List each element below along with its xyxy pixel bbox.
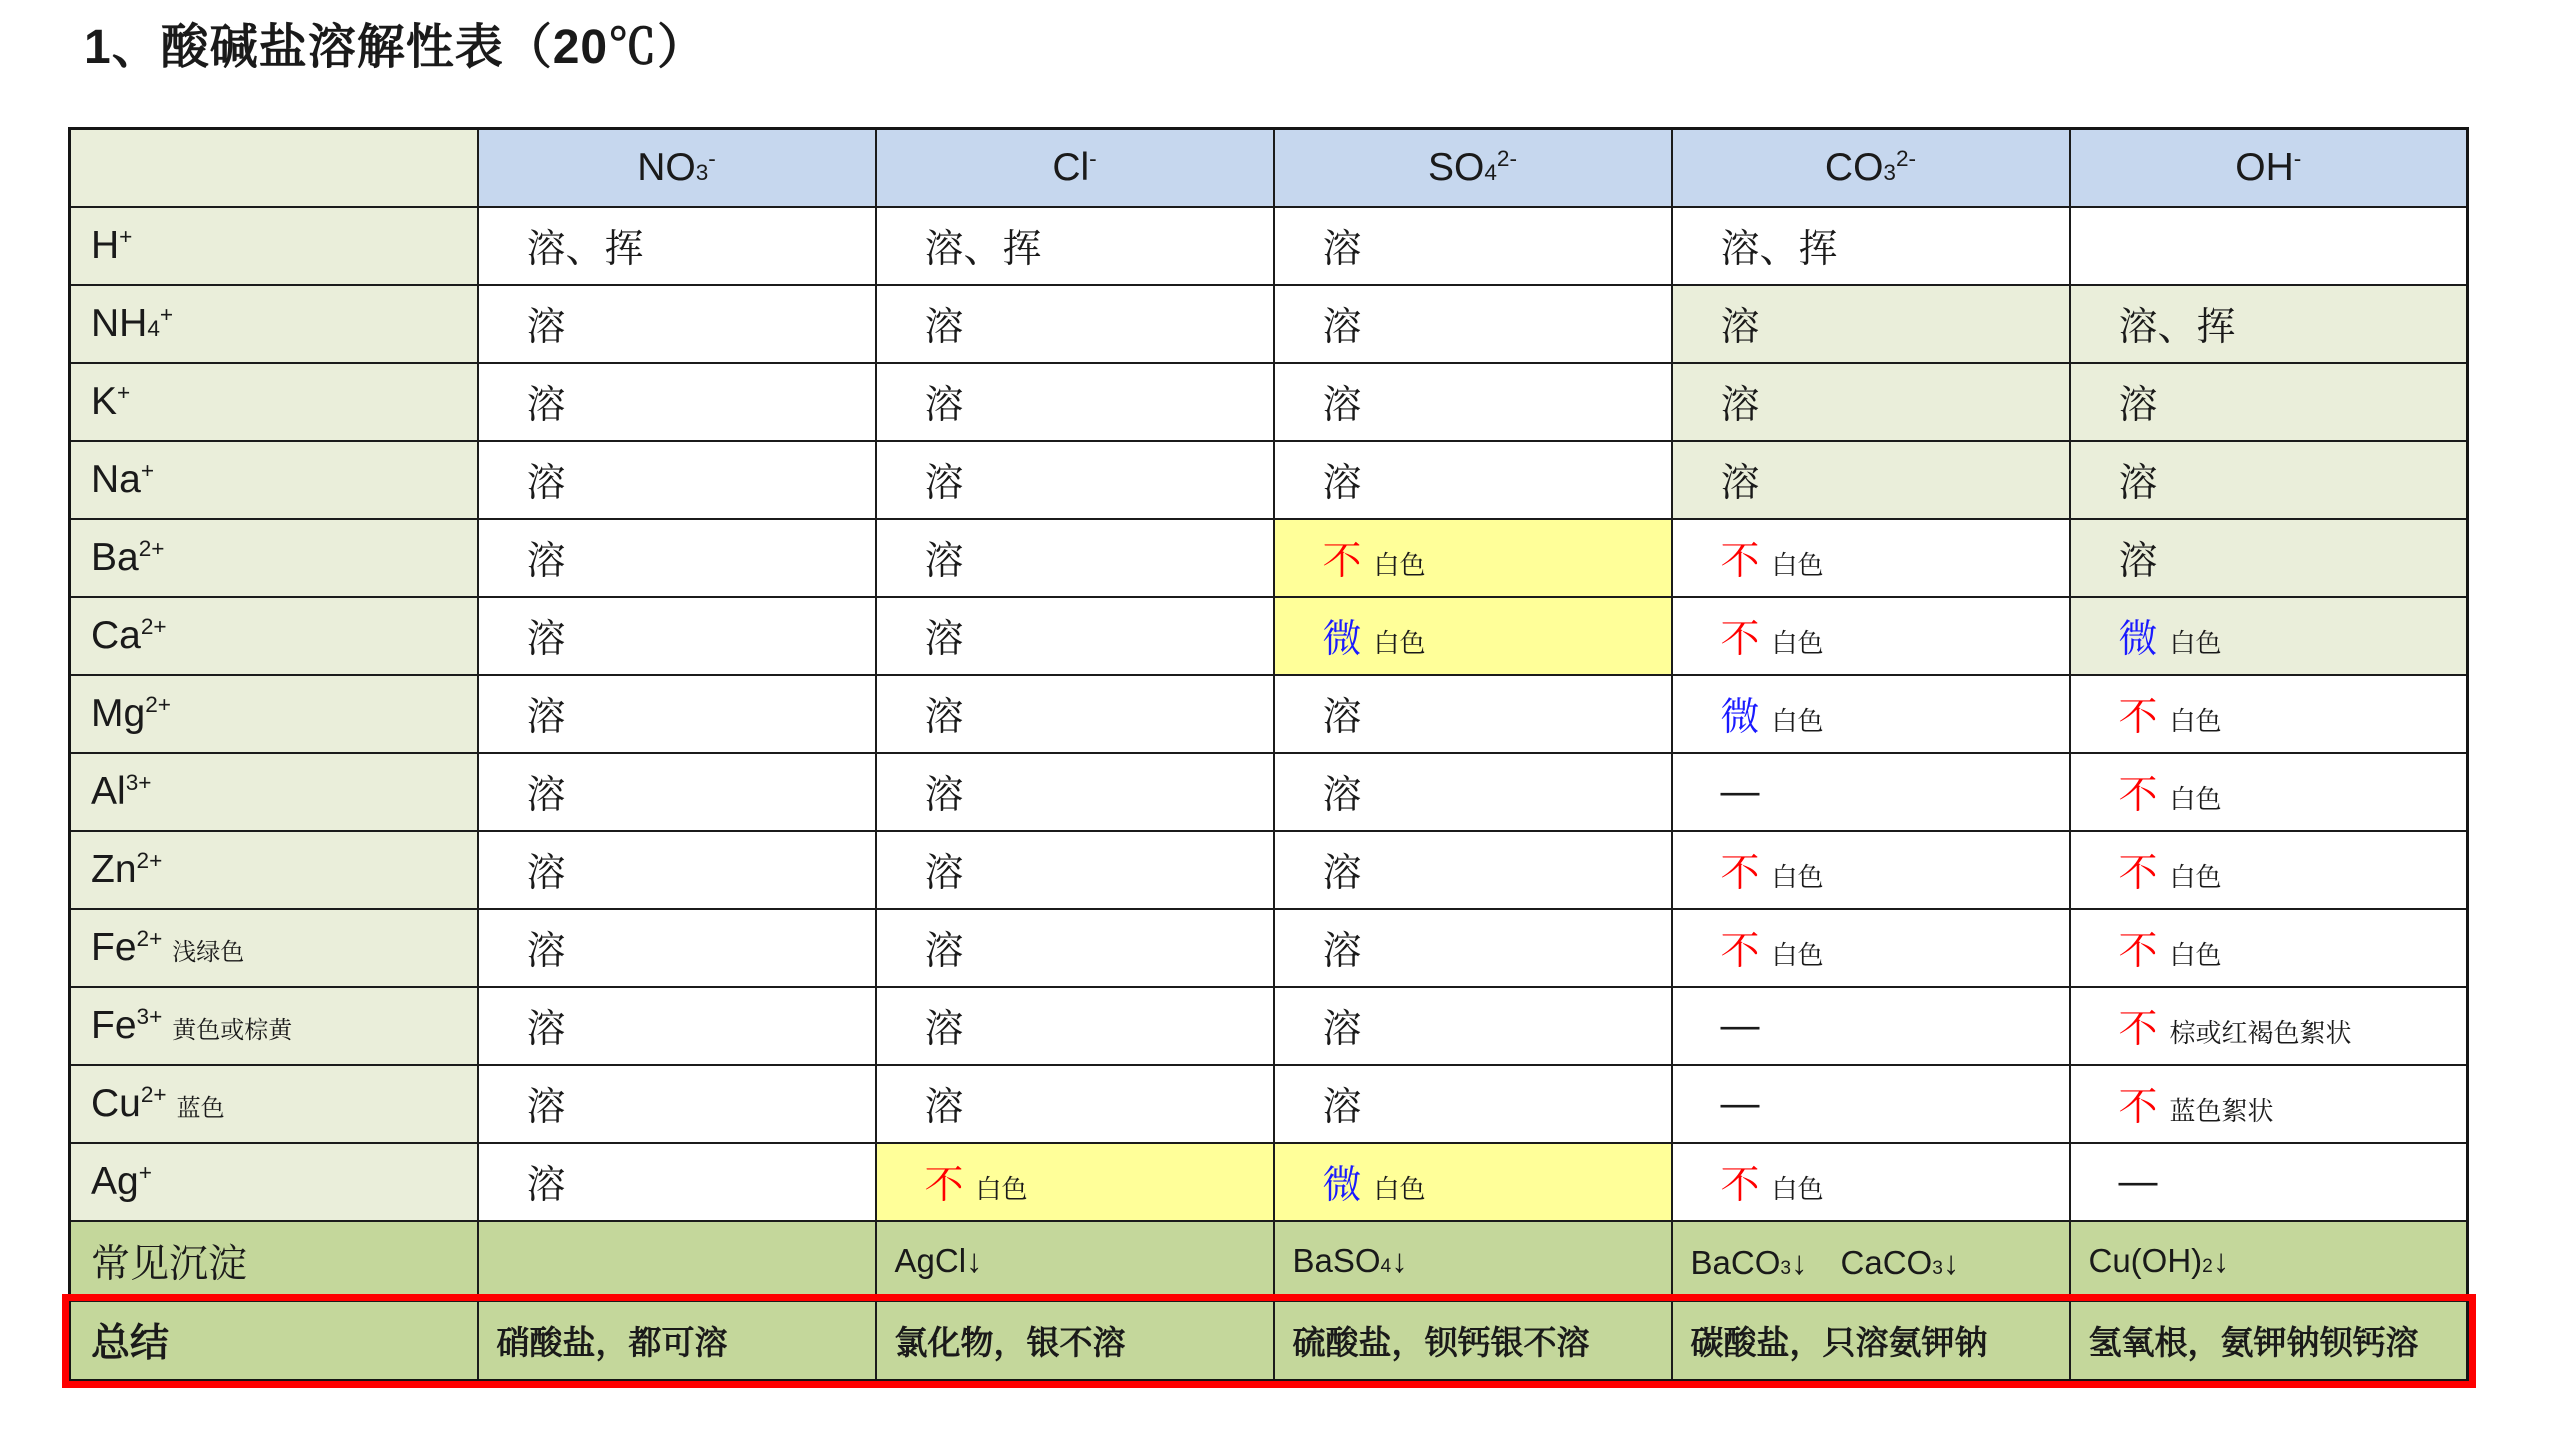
- solubility-value: AgCl↓: [894, 1241, 983, 1279]
- precipitate-color-note: 白色: [1771, 939, 1824, 970]
- ion-color-note: 黄色或棕黄: [172, 1016, 293, 1044]
- table-row: [70, 1221, 2468, 1301]
- table-cell: [478, 597, 876, 675]
- table-cell: [876, 441, 1274, 519]
- ion-label: $Ca^{2+}$: [91, 613, 167, 657]
- solubility-value: 溶: [1720, 383, 1760, 427]
- solubility-value: 溶: [526, 1085, 566, 1129]
- table-cell: [1274, 1065, 1672, 1143]
- solubility-value: 不: [1720, 539, 1760, 583]
- solubility-value: 溶: [1720, 461, 1760, 505]
- row-label: [70, 441, 478, 519]
- solubility-value: 溶、挥: [924, 227, 1042, 271]
- table-row: [70, 441, 2468, 519]
- table-cell: [1274, 1301, 1672, 1381]
- table-cell: [876, 753, 1274, 831]
- precipitate-color-note: 白色: [1373, 549, 1426, 580]
- solubility-value: 溶: [1322, 851, 1362, 895]
- table-cell: [2070, 363, 2468, 441]
- ion-label: 总结: [91, 1322, 170, 1366]
- solubility-value: 溶: [2118, 383, 2158, 427]
- precipitate-color-note: 白色: [2169, 939, 2222, 970]
- ion-label: $NH_4^+$: [91, 301, 174, 345]
- ion-label: $Fe^{3+}$: [91, 1003, 163, 1047]
- solubility-value: 溶: [526, 929, 566, 973]
- table-cell: [2070, 831, 2468, 909]
- precipitate-color-note: 白色: [1771, 627, 1824, 658]
- table-cell: [1672, 597, 2070, 675]
- solubility-value: 溶: [526, 695, 566, 739]
- table-cell: [2070, 909, 2468, 987]
- table-body: [70, 207, 2468, 1381]
- row-label: [70, 207, 478, 285]
- ion-label: $Cu^{2+}$: [91, 1081, 167, 1125]
- table-cell: [1672, 831, 2070, 909]
- table-cell: [1274, 597, 1672, 675]
- table-cell: [1672, 285, 2070, 363]
- row-label: [70, 753, 478, 831]
- table-cell: [876, 519, 1274, 597]
- row-label: [70, 363, 478, 441]
- row-label: [70, 285, 478, 363]
- solubility-value: 溶: [1322, 773, 1362, 817]
- solubility-value: 溶: [1322, 305, 1362, 349]
- row-label: [70, 1143, 478, 1221]
- table-cell: [1672, 363, 2070, 441]
- table-cell: [2070, 597, 2468, 675]
- table-cell: [2070, 1221, 2468, 1301]
- solubility-value: 不: [2118, 929, 2158, 973]
- solubility-value: 碳酸盐，只溶氨钾钠: [1690, 1323, 1988, 1361]
- solubility-value: 微: [1720, 695, 1760, 739]
- solubility-value: 微: [2118, 617, 2158, 661]
- table-row: [70, 1143, 2468, 1221]
- page-title: 1、酸碱盐溶解性表（20℃）: [84, 21, 707, 74]
- row-label: [70, 1301, 478, 1381]
- precipitate-color-note: 白色: [2169, 627, 2222, 658]
- row-label: [70, 831, 478, 909]
- table-cell: [2070, 1143, 2468, 1221]
- precipitate-color-note: 白色: [975, 1173, 1028, 1204]
- solubility-value: 不: [1720, 617, 1760, 661]
- solubility-value: 氯化物，银不溶: [894, 1323, 1126, 1361]
- table-cell: [478, 519, 876, 597]
- table-cell: [1274, 519, 1672, 597]
- solubility-value: 溶: [1322, 461, 1362, 505]
- table-cell: [876, 207, 1274, 285]
- row-label: [70, 597, 478, 675]
- table-cell: [478, 1221, 876, 1301]
- solubility-value: 溶: [526, 1163, 566, 1207]
- solubility-value: 不: [1720, 929, 1760, 973]
- table-cell: [876, 1065, 1274, 1143]
- row-label: [70, 519, 478, 597]
- solubility-value: 溶: [924, 383, 964, 427]
- solubility-value: 硫酸盐，钡钙银不溶: [1292, 1323, 1590, 1361]
- solubility-value: 溶: [2118, 461, 2158, 505]
- precipitate-color-note: 白色: [1771, 1173, 1824, 1204]
- table-cell: [478, 675, 876, 753]
- table-cell: [1672, 753, 2070, 831]
- precipitate-color-note: 白色: [1771, 861, 1824, 892]
- solubility-value: BaSO$_4$↓: [1292, 1241, 1408, 1279]
- precipitate-color-note: 白色: [1771, 549, 1824, 580]
- table-row: [70, 675, 2468, 753]
- table-cell: [2070, 519, 2468, 597]
- solubility-value: 微: [1322, 1163, 1362, 1207]
- column-header: Cl-: [876, 129, 1274, 207]
- solubility-value: 溶: [924, 929, 964, 973]
- table-cell: [1672, 909, 2070, 987]
- table-cell: [1274, 363, 1672, 441]
- precipitate-color-note: 白色: [1373, 627, 1426, 658]
- solubility-value: 氢氧根，氨钾钠钡钙溶: [2088, 1323, 2419, 1361]
- solubility-value: 溶: [526, 617, 566, 661]
- table-cell: [1274, 1221, 1672, 1301]
- table-cell: [478, 987, 876, 1065]
- table-cell: [478, 1065, 876, 1143]
- table-row: [70, 753, 2468, 831]
- table-cell: [1274, 1143, 1672, 1221]
- table-cell: [876, 1301, 1274, 1381]
- table-cell: [876, 597, 1274, 675]
- solubility-value: 溶: [526, 851, 566, 895]
- solubility-value: 不: [924, 1163, 964, 1207]
- table-cell: [2070, 285, 2468, 363]
- precipitate-color-note: 白色: [2169, 861, 2222, 892]
- table-cell: [1274, 675, 1672, 753]
- precipitate-color-note: 棕或红褐色絮状: [2169, 1017, 2352, 1048]
- solubility-value: 溶: [924, 851, 964, 895]
- ion-label: Na+: [91, 457, 155, 501]
- table-cell: [478, 1301, 876, 1381]
- table-cell: [1274, 831, 1672, 909]
- table-cell: [1274, 909, 1672, 987]
- ion-label: $Mg^{2+}$: [91, 691, 171, 735]
- solubility-value: 溶: [1322, 1007, 1362, 1051]
- table-row: [70, 1065, 2468, 1143]
- solubility-value: 不: [2118, 851, 2158, 895]
- table-row: [70, 207, 2468, 285]
- table-cell: [2070, 675, 2468, 753]
- solubility-value: 溶、挥: [526, 227, 644, 271]
- table-row: [70, 597, 2468, 675]
- column-header: $NO_3^-$: [478, 129, 876, 207]
- table-cell: [1672, 1143, 2070, 1221]
- row-label: [70, 1065, 478, 1143]
- table-cell: [1274, 753, 1672, 831]
- table-cell: [876, 1221, 1274, 1301]
- solubility-value: 不: [1720, 1163, 1760, 1207]
- column-header: OH-: [2070, 129, 2468, 207]
- solubility-value: 不: [1322, 539, 1362, 583]
- precipitate-color-note: 蓝色絮状: [2169, 1095, 2274, 1126]
- table-cell: [876, 363, 1274, 441]
- table-row: [70, 1301, 2468, 1381]
- table-cell: [876, 1143, 1274, 1221]
- solubility-value: $Cu(OH)_2↓$: [2088, 1241, 2230, 1279]
- ion-label: $Zn^{2+}$: [91, 847, 163, 891]
- table-cell: [876, 909, 1274, 987]
- solubility-value: 溶: [526, 305, 566, 349]
- solubility-value: 不: [2118, 1085, 2158, 1129]
- solubility-value: 微: [1322, 617, 1362, 661]
- ion-label: $Fe^{2+}$: [91, 925, 163, 969]
- solubility-value: 溶: [1322, 1085, 1362, 1129]
- table-cell: [478, 831, 876, 909]
- solubility-value: 溶: [1322, 929, 1362, 973]
- solubility-value: 不: [2118, 1007, 2158, 1051]
- ion-color-note: 浅绿色: [172, 938, 245, 966]
- table-cell: [2070, 987, 2468, 1065]
- header-row: [70, 129, 2468, 207]
- table-cell: [478, 753, 876, 831]
- solubility-value: —: [1720, 769, 1760, 813]
- solubility-value: 溶: [924, 1085, 964, 1129]
- table-cell: [1672, 519, 2070, 597]
- table-cell: [1274, 987, 1672, 1065]
- solubility-value: 溶: [924, 461, 964, 505]
- table-cell: [1672, 1301, 2070, 1381]
- table-cell: [1672, 675, 2070, 753]
- solubility-value: 溶、挥: [2118, 305, 2236, 349]
- solubility-value: 溶: [526, 1007, 566, 1051]
- table-cell: [1672, 987, 2070, 1065]
- precipitate-color-note: 白色: [2169, 705, 2222, 736]
- solubility-value: 溶: [924, 1007, 964, 1051]
- solubility-value: —: [2118, 1159, 2158, 1203]
- precipitate-color-note: 白色: [1373, 1173, 1426, 1204]
- table-cell: [478, 909, 876, 987]
- solubility-value: 溶、挥: [1720, 227, 1838, 271]
- row-label: [70, 1221, 478, 1301]
- table-wrapper: [68, 127, 2466, 1382]
- table-cell: [1274, 441, 1672, 519]
- row-label: [70, 987, 478, 1065]
- table-row: [70, 519, 2468, 597]
- ion-label: K+: [91, 379, 131, 423]
- solubility-value: 溶: [924, 539, 964, 583]
- solubility-value: 溶: [924, 617, 964, 661]
- ion-label: $Ba^{2+}$: [91, 535, 165, 579]
- solubility-value: 溶: [526, 773, 566, 817]
- table-cell: [2070, 441, 2468, 519]
- table-cell: [1274, 207, 1672, 285]
- solubility-value: 溶: [526, 461, 566, 505]
- solubility-value: 溶: [2118, 539, 2158, 583]
- ion-label: H+: [91, 223, 133, 267]
- solubility-value: 不: [2118, 773, 2158, 817]
- table-cell: [1672, 1065, 2070, 1143]
- table-cell: [876, 831, 1274, 909]
- table-row: [70, 285, 2468, 363]
- solubility-value: 不: [1720, 851, 1760, 895]
- table-cell: [2070, 753, 2468, 831]
- corner-cell: [70, 129, 478, 207]
- solubility-value: 溶: [1322, 695, 1362, 739]
- solubility-value: 溶: [1322, 227, 1362, 271]
- solubility-value: 溶: [924, 695, 964, 739]
- solubility-value: 溶: [1720, 305, 1760, 349]
- table-cell: [1672, 207, 2070, 285]
- table-row: [70, 909, 2468, 987]
- table-cell: [1672, 1221, 2070, 1301]
- table-cell: [2070, 1301, 2468, 1381]
- table-row: [70, 987, 2468, 1065]
- solubility-value: BaCO$_3$↓ CaCO$_3$↓: [1690, 1244, 1960, 1281]
- table-row: [70, 363, 2468, 441]
- solubility-value: 溶: [924, 305, 964, 349]
- table-cell: [478, 441, 876, 519]
- solubility-value: 硝酸盐，都可溶: [496, 1323, 728, 1361]
- row-label: [70, 675, 478, 753]
- ion-label: Ag+: [91, 1159, 152, 1203]
- precipitate-color-note: 白色: [1771, 705, 1824, 736]
- table-cell: [876, 987, 1274, 1065]
- ion-label: $Al^{3+}$: [91, 769, 152, 813]
- table-cell: [2070, 207, 2468, 285]
- table-cell: [2070, 1065, 2468, 1143]
- table-cell: [478, 207, 876, 285]
- column-header: $SO_4^{2-}$: [1274, 129, 1672, 207]
- table-cell: [876, 675, 1274, 753]
- ion-color-note: 蓝色: [176, 1094, 225, 1122]
- solubility-table: [68, 127, 2469, 1382]
- solubility-value: 不: [2118, 695, 2158, 739]
- table-row: [70, 831, 2468, 909]
- table-cell: [478, 1143, 876, 1221]
- row-label: [70, 909, 478, 987]
- table-cell: [478, 363, 876, 441]
- solubility-value: 溶: [1322, 383, 1362, 427]
- ion-label: 常见沉淀: [91, 1242, 248, 1286]
- solubility-value: 溶: [526, 383, 566, 427]
- table-cell: [478, 285, 876, 363]
- solubility-value: —: [1720, 1081, 1760, 1125]
- column-header: $CO_3^{2-}$: [1672, 129, 2070, 207]
- solubility-value: —: [1720, 1003, 1760, 1047]
- table-cell: [1672, 441, 2070, 519]
- table-cell: [876, 285, 1274, 363]
- solubility-value: 溶: [526, 539, 566, 583]
- precipitate-color-note: 白色: [2169, 783, 2222, 814]
- table-cell: [1274, 285, 1672, 363]
- solubility-value: 溶: [924, 773, 964, 817]
